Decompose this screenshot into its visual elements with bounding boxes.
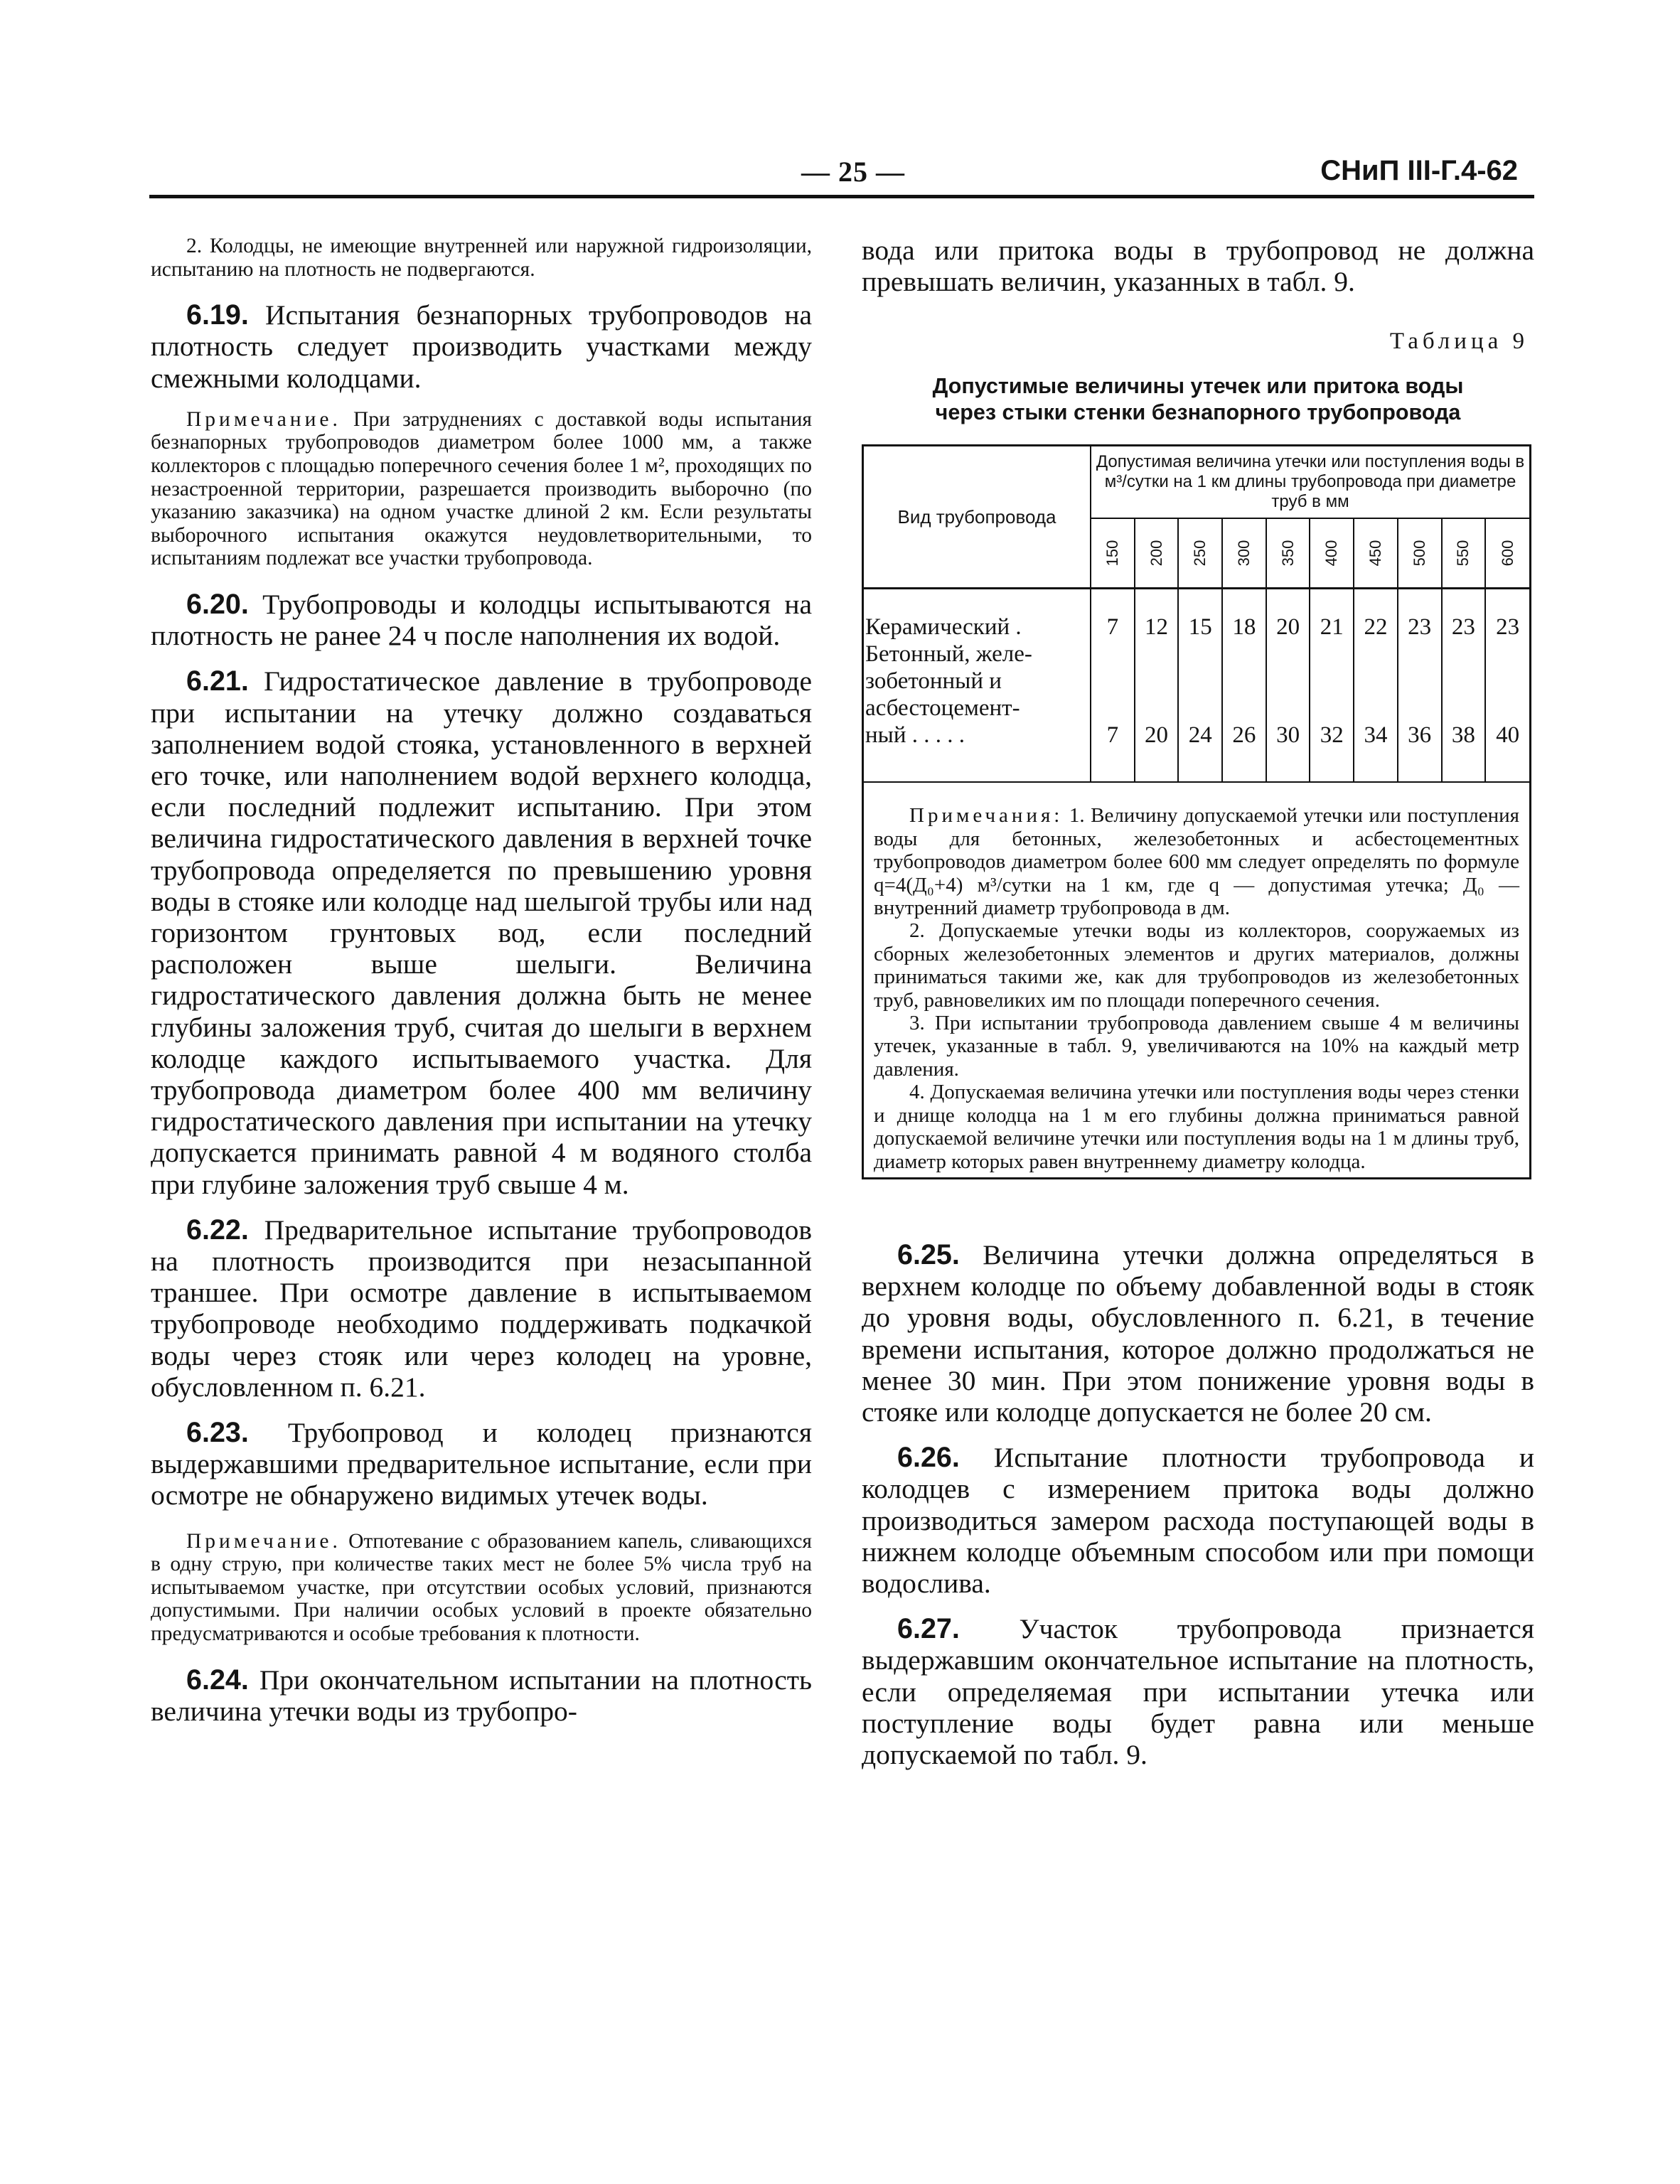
diameter-header: 550 (1442, 518, 1486, 589)
table-caption (862, 373, 1534, 426)
section-6-25 (862, 1239, 1534, 1428)
diameter-header: 350 (1266, 518, 1310, 589)
table-row (864, 641, 1529, 781)
section-number: 6.27. (897, 1613, 960, 1645)
table-caption-line: через стыки стенки безнапорного трубопровода (935, 400, 1461, 425)
note-text: При затруднениях с доставкой воды испытания безнапорных трубопроводов диаметром более 1000 мм, а также коллекторов с площадью поперечного сечения более 1 м², проходящих по незастроенной территории, разрешается производить выборочно (по указанию заказчика) на одном участке длиной 2 км. Если результаты выборочного испытания окажутся неудовлетворительными, то испытаниям подлежат все участки трубопровода. (151, 407, 812, 570)
table-note-2: 2. Допускаемые утечки воды из коллекторов, сооружаемых из сборных железобетонных элементов и других материалов, должны приниматься такими же, как для трубопроводов из железобетонных труб, равновеликих им по площади поперечного сечения. (874, 919, 1519, 1012)
value-cell: 20 (1266, 589, 1310, 641)
value-cell: 20 (1135, 641, 1179, 781)
section-6-24 (151, 1664, 812, 1727)
allowed-leakage-header: Допустимая величина утечки или поступления воды в м³/сутки на 1 км длины трубопровода при диаметре труб в мм (1091, 446, 1529, 518)
table-notes (864, 783, 1529, 1177)
section-number: 6.21. (186, 665, 249, 697)
value-cell: 12 (1135, 589, 1179, 641)
value-cell: 7 (1091, 589, 1135, 641)
page-number: — 25 — (801, 156, 905, 188)
diameter-header: 200 (1135, 518, 1179, 589)
section-text: Испытание плотности трубопровода и колодцев с измерением притока воды должно производиться замером расхода поступающей воды в нижнем колодце объемным способом или при помощи водослива. (862, 1442, 1534, 1599)
value-cell: 22 (1354, 589, 1398, 641)
section-text: Трубопроводы и колодцы испытываются на плотность не ранее 24 ч после наполнения их водой. (151, 588, 812, 652)
section-number: 6.22. (186, 1214, 249, 1246)
pipe-kind-header: Вид трубопровода (864, 446, 1091, 589)
diameter-header: 300 (1222, 518, 1266, 589)
section-text: Гидростатическое давление в трубопроводе при испытании на утечку должно создаваться заполнением водой стояка, установленного в верхней его точке, или наполнением водой верхнего колодца, если последний подлежит испытанию. При этом величина гидростатического давления в верхней точке трубопровода определяется по превышению уровня воды в стояке или колодце над шелыгой трубы или над горизонтом грунтовых вод, если последний расположен выше шелыги. Величина гидростатического давления должна быть не менее глубины заложения труб, считая до шелыги в верхнем колодце каждого испытываемого участка. Для трубопровода диаметром более 400 мм величину гидростатического давления при испытании на утечку допускается принимать равной 4 м водяного столба при глубине заложения труб свыше 4 м. (151, 665, 812, 1200)
table-9 (862, 444, 1531, 1179)
note-6-23 (151, 1530, 812, 1646)
value-cell: 23 (1442, 589, 1486, 641)
document-code: СНиП III-Г.4-62 (1320, 155, 1518, 186)
value-cell: 38 (1442, 641, 1486, 781)
table-row (864, 589, 1529, 641)
note-2-wells: 2. Колодцы, не имеющие внутренней или наружной гидроизоляции, испытанию на плотность не подвергаются. (151, 235, 812, 281)
section-6-22 (151, 1214, 812, 1403)
note-label: Примечание. (186, 1529, 341, 1553)
section-number: 6.19. (186, 299, 249, 331)
section-6-23 (151, 1417, 812, 1511)
section-6-24-continued: вода или притока воды в трубопровод не должна превышать величин, указанных в табл. 9. (862, 235, 1534, 298)
table-label: Таблица 9 (1389, 328, 1529, 355)
section-number: 6.23. (186, 1417, 249, 1449)
note-6-19 (151, 408, 812, 570)
leakage-table (864, 446, 1529, 781)
table-bottom-rule (862, 1177, 1531, 1179)
section-number: 6.25. (897, 1238, 960, 1270)
value-cell: 24 (1178, 641, 1222, 781)
right-column (862, 235, 1534, 1770)
value-cell: 7 (1091, 641, 1135, 781)
value-cell: 23 (1398, 589, 1442, 641)
note-text: 1. Величину допускаемой утечки или поступления воды для бетонных, железобетонных и асбестоцементных трубопроводов диаметром более 600 мм следует определять по формуле q=4(Д₀+4) м³/сутки на 1 км, где q — допустимая утечка; Д₀ — внутренний диаметр трубопровода в дм. (874, 804, 1519, 920)
value-cell: 36 (1398, 641, 1442, 781)
value-cell: 18 (1222, 589, 1266, 641)
table-caption-line: Допустимые величины утечек или притока воды (932, 374, 1464, 399)
value-cell: 40 (1496, 722, 1520, 749)
section-6-26 (862, 1442, 1534, 1599)
diameter-header: 400 (1310, 518, 1354, 589)
value-cell: 21 (1310, 589, 1354, 641)
diameter-header: 500 (1398, 518, 1442, 589)
section-6-27 (862, 1613, 1534, 1770)
note-label: Примечание. (186, 407, 341, 431)
section-6-20 (151, 589, 812, 651)
section-text: Величина утечки должна определяться в верхнем колодце по объему добавленной воды в стояк до уровня воды, обусловленного п. 6.21, в течение времени испытания, которое должно продолжаться не менее 30 мин. При этом понижение уровня воды в стояке или колодце допускается не более 20 см. (862, 1238, 1534, 1428)
value-cell: 34 (1354, 641, 1398, 781)
diameter-header: 150 (1091, 518, 1135, 589)
header-rule (149, 195, 1534, 198)
value-cell: 26 (1222, 641, 1266, 781)
value-cell: 30 (1266, 641, 1310, 781)
notes-label: Примечания: (909, 804, 1064, 828)
table-note-1 (874, 804, 1519, 919)
diameter-header: 600 (1485, 518, 1529, 589)
value-cell: 15 (1178, 589, 1222, 641)
left-column (151, 235, 812, 1727)
note-text: Отпотевание с образованием капель, сливающихся в одну струю, при количестве таких мест не более 5% числа труб на испытываемом участке, при отсутствии особых условий, признаются допустимыми. При наличии особых условий в проекте обязательно предусматриваются и особые требования к плотности. (151, 1529, 812, 1646)
section-number: 6.20. (186, 588, 249, 620)
diameter-header: 250 (1178, 518, 1222, 589)
section-6-21 (151, 665, 812, 1199)
section-6-19 (151, 299, 812, 394)
section-number: 6.24. (186, 1664, 249, 1696)
diameter-header: 450 (1354, 518, 1398, 589)
section-number: 6.26. (897, 1442, 960, 1474)
pipe-kind-cell: Бетонный, желе- зобетонный и асбестоцемент- ный . . . . . (864, 641, 1091, 781)
value-cell: 23 (1496, 614, 1520, 641)
section-text: При окончательном испытании на плотность величина утечки воды из трубопро- (151, 1664, 812, 1727)
table-note-3: 3. При испытании трубопровода давлением свыше 4 м величины утечек, указанные в табл. 9, увеличиваются на 10% на каждый метр давления. (874, 1012, 1519, 1081)
section-text: Трубопровод и колодец признаются выдержавшими предварительное испытание, если при осмотре не обнаружено видимых утечек воды. (151, 1417, 812, 1511)
table-note-4: 4. Допускаемая величина утечки или поступления воды через стенки и днище колодца на 1 м его глубины должна приниматься равной допускаемой величине утечки или поступления воды на 1 м длины труб, диаметр которых равен внутреннему диаметру колодца. (874, 1081, 1519, 1173)
pipe-kind-cell: Керамический . (864, 589, 1091, 641)
value-cell: 32 (1310, 641, 1354, 781)
section-text: Участок трубопровода признается выдержавшим окончательное испытание на плотность, если определяемая при испытании утечка или поступление воды будет равна или меньше допускаемой по табл. 9. (862, 1613, 1534, 1770)
section-text: Предварительное испытание трубопроводов на плотность производится при незасыпанной траншее. При осмотре давление в испытываемом трубопроводе необходимо поддерживать подкачкой воды через стояк или через колодец на уровне, обусловленном п. 6.21. (151, 1214, 812, 1403)
section-text: Испытания безнапорных трубопроводов на плотность следует производить участками между смежными колодцами. (151, 299, 812, 394)
